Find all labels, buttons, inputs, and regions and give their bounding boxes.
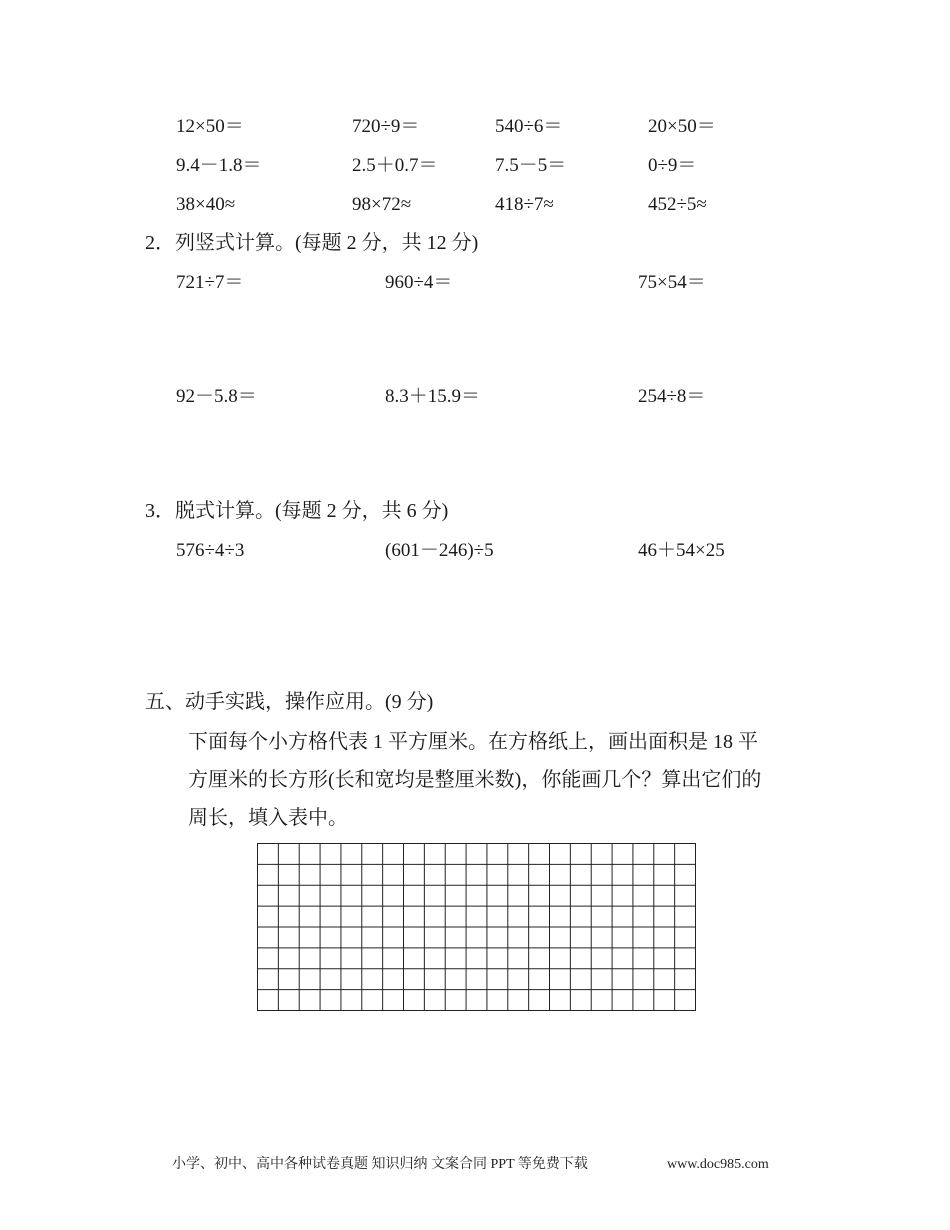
vertical-calc-item: 75×54＝ [638,272,706,293]
oral-calc-item: 2.5＋0.7＝ [352,155,438,176]
square-grid[interactable] [257,843,696,1011]
vertical-calc-item: 8.3＋15.9＝ [385,386,481,407]
stepwise-calc-item: (601－246)÷5 [385,540,494,561]
oral-calc-item: 12×50＝ [176,116,244,137]
oral-calc-item: 7.5－5＝ [495,155,567,176]
vertical-calc-item: 92－5.8＝ [176,386,257,407]
section5-line: 下面每个小方格代表 1 平方厘米。在方格纸上，画出面积是 18 平 [188,731,758,753]
vertical-calc-item: 721÷7＝ [176,272,244,293]
oral-calc-item: 0÷9＝ [648,155,697,176]
vertical-calc-item: 254÷8＝ [638,386,706,407]
oral-calc-item: 20×50＝ [648,116,716,137]
footer-text: 小学、初中、高中各种试卷真题 知识归纳 文案合同 PPT 等免费下载 [172,1157,588,1172]
stepwise-calc-item: 46＋54×25 [638,540,725,561]
section5-heading: 五、动手实践，操作应用。(9 分) [145,691,434,713]
oral-calc-item: 452÷5≈ [648,194,707,215]
oral-calc-item: 9.4－1.8＝ [176,155,262,176]
oral-calc-item: 540÷6＝ [495,116,563,137]
oral-calc-item: 98×72≈ [352,194,412,215]
section5-line: 周长，填入表中。 [188,807,348,829]
oral-calc-item: 418÷7≈ [495,194,554,215]
section5-line: 方厘米的长方形(长和宽均是整厘米数)，你能画几个？算出它们的 [188,769,762,791]
footer-url[interactable]: www.doc985.com [667,1157,769,1172]
vertical-calc-item: 960÷4＝ [385,272,453,293]
stepwise-calc-item: 576÷4÷3 [176,540,245,561]
oral-calc-item: 720÷9＝ [352,116,420,137]
section2-heading: 2．列竖式计算。(每题 2 分，共 12 分) [145,232,479,254]
oral-calc-item: 38×40≈ [176,194,236,215]
section3-heading: 3．脱式计算。(每题 2 分，共 6 分) [145,500,449,522]
